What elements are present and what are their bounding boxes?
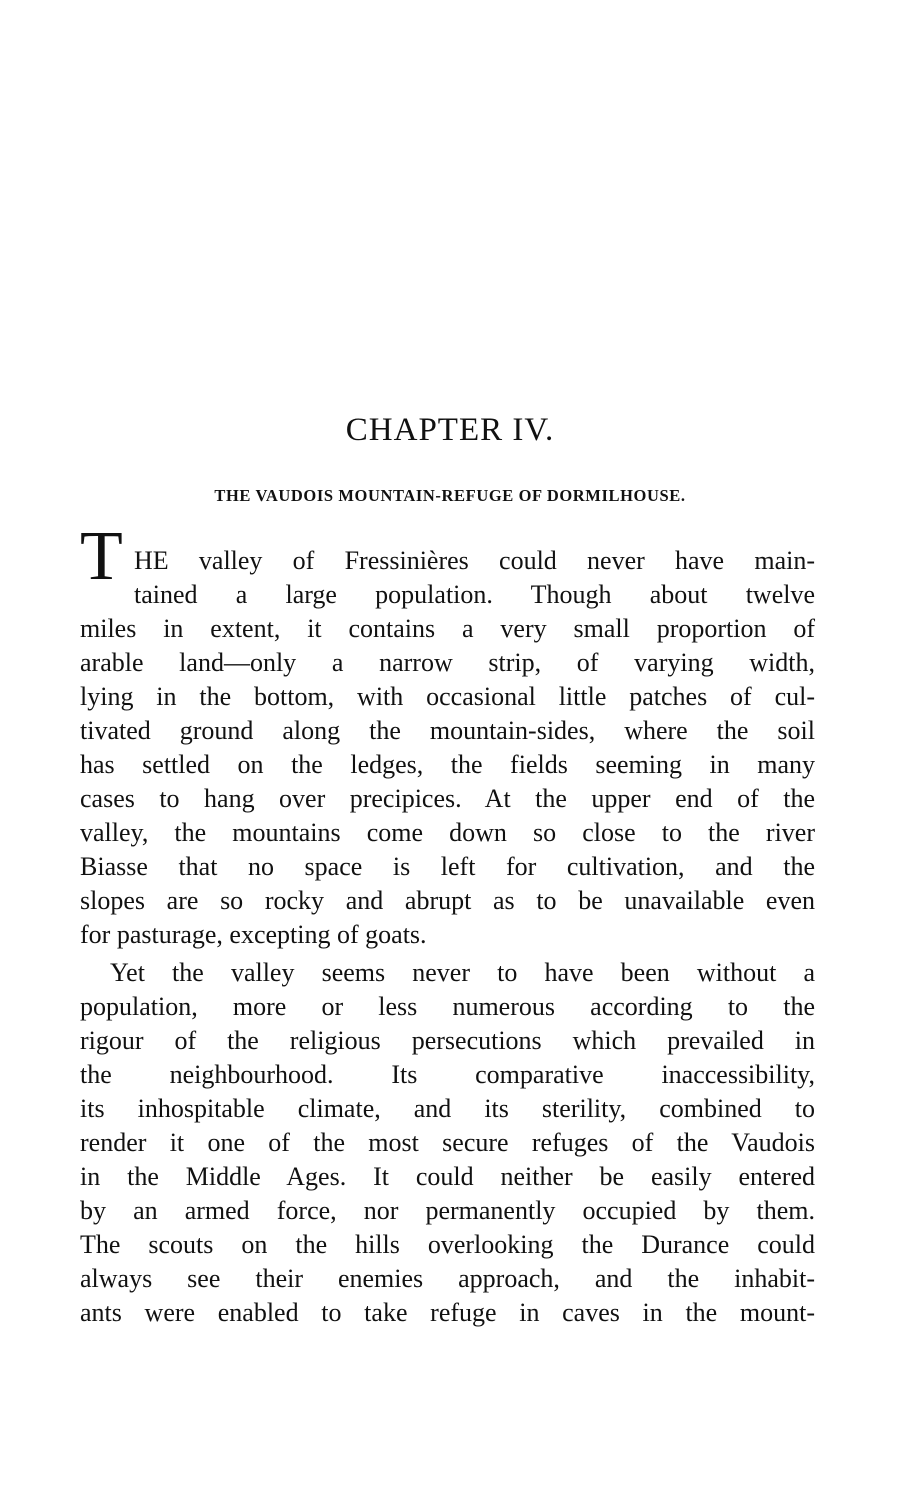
text-line: rigour of the religious persecutions which prevailed in — [80, 1026, 815, 1055]
text-line: population, more or less numerous according to the — [80, 992, 815, 1021]
text-line: its inhospitable climate, and its sterility, combined to — [80, 1094, 815, 1123]
chapter-subtitle: THE VAUDOIS MOUNTAIN-REFUGE OF DORMILHOUSE. — [214, 486, 686, 505]
text-line: arable land—only a narrow strip, of varying width, — [80, 648, 815, 677]
text-line: Yet the valley seems never to have been without a — [110, 958, 815, 987]
text-line: for pasturage, excepting of goats. — [80, 920, 427, 949]
text-line: in the Middle Ages. It could neither be easily entered — [80, 1162, 815, 1191]
text-line: miles in extent, it contains a very small proportion of — [80, 614, 815, 643]
text-line: ants were enabled to take refuge in caves in the mount- — [80, 1298, 815, 1327]
text-line: valley, the mountains come down so close to the river — [80, 818, 815, 847]
text-line: has settled on the ledges, the fields seeming in many — [80, 750, 815, 779]
text-line: HE valley of Fressinières could never have main- — [134, 546, 815, 575]
text-line: lying in the bottom, with occasional little patches of cul- — [80, 682, 815, 711]
text-line: tivated ground along the mountain-sides, where the soil — [80, 716, 815, 745]
drop-cap-letter: T — [80, 518, 123, 595]
chapter-title: CHAPTER IV. — [345, 412, 555, 448]
text-line: always see their enemies approach, and the inhabit- — [80, 1264, 815, 1293]
text-line: Biasse that no space is left for cultivation, and the — [80, 852, 815, 881]
text-line: the neighbourhood. Its comparative inaccessibility, — [80, 1060, 815, 1089]
text-line: cases to hang over precipices. At the upper end of the — [80, 784, 815, 813]
text-line: The scouts on the hills overlooking the Durance could — [80, 1230, 815, 1259]
text-line: tained a large population. Though about twelve — [134, 580, 815, 609]
text-line: render it one of the most secure refuges of the Vaudois — [80, 1128, 815, 1157]
text-line: by an armed force, nor permanently occupied by them. — [80, 1196, 815, 1225]
text-line: slopes are so rocky and abrupt as to be unavailable even — [80, 886, 815, 915]
